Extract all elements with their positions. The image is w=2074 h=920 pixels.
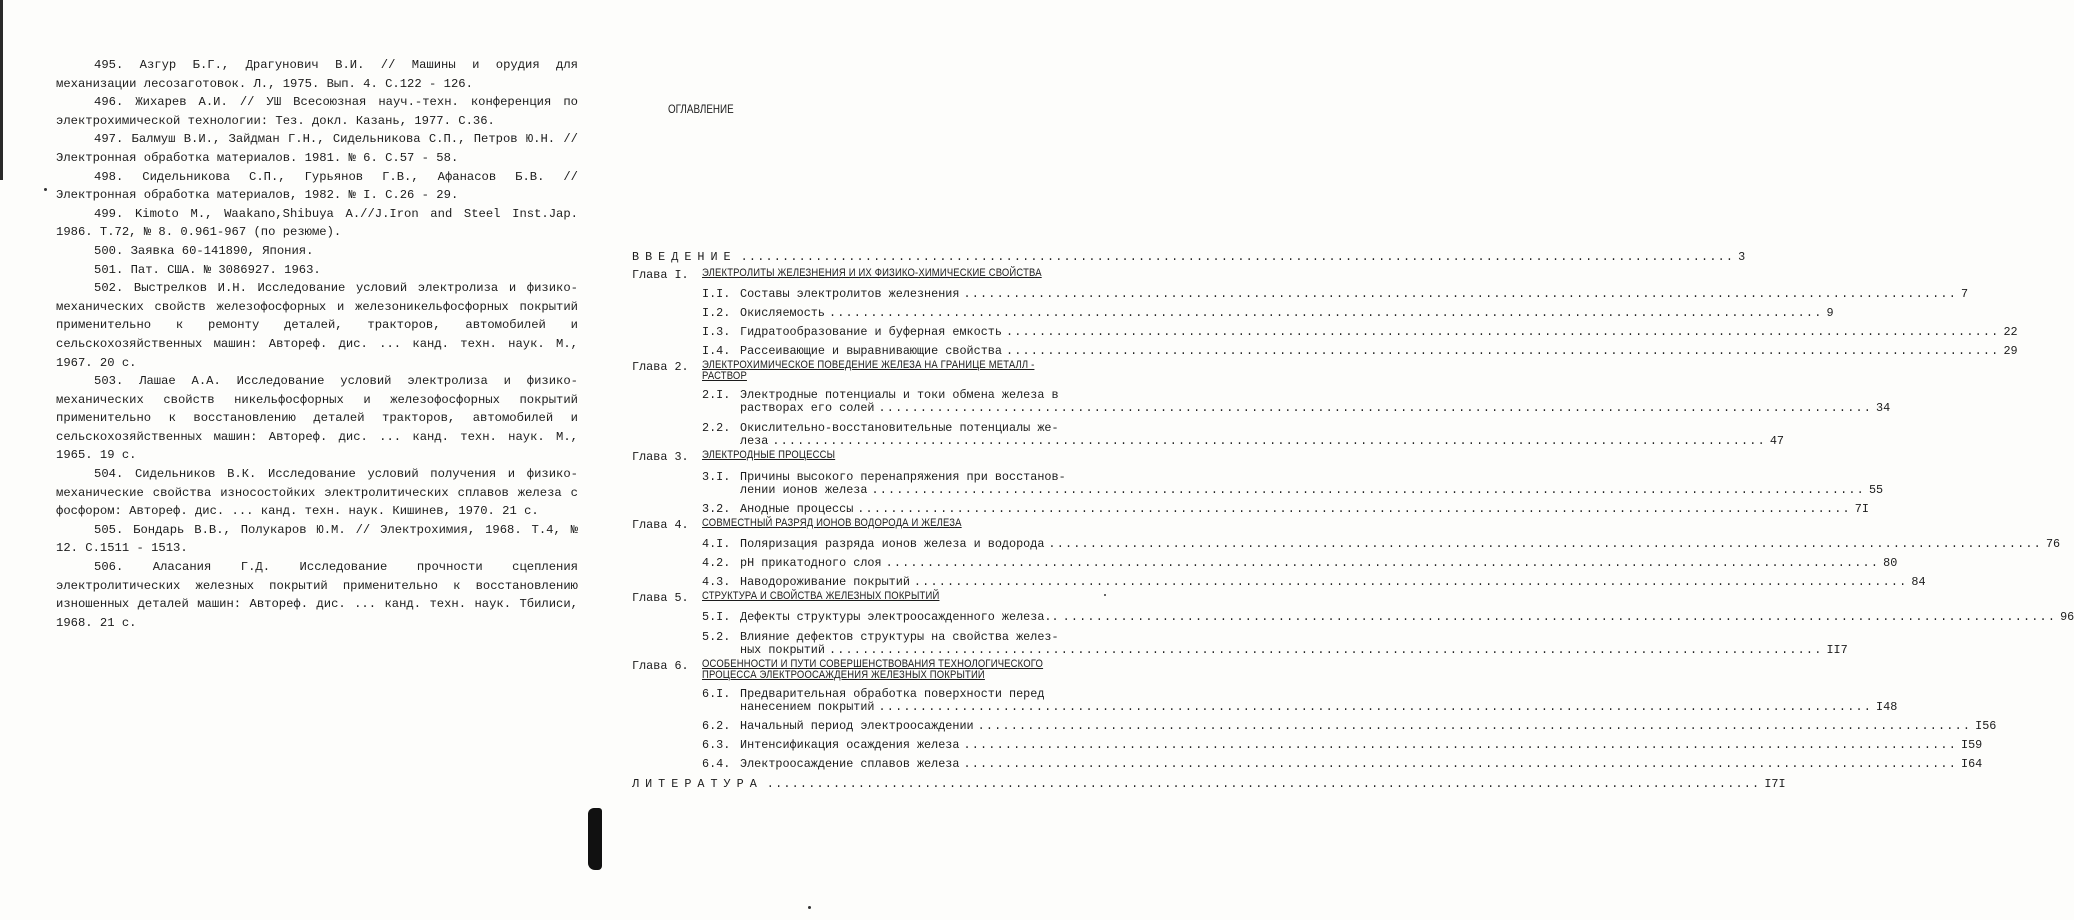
section-label [702,502,853,516]
section-title: Начальный период электроосаждении [740,719,974,733]
reference-paragraph [56,558,578,632]
toc-row [632,556,1898,570]
section-number: I.3. [702,325,731,339]
section-title-continued: ных покрытий [740,643,825,657]
page-number: 7I [1854,502,1869,516]
page-number: 3 [1738,250,1746,264]
reference-number: 499. [94,206,124,221]
reference-paragraph [56,168,578,205]
reference-number: 498. [94,169,124,184]
section-label [702,344,1002,358]
reference-text: Сидельников В.К. Исследование условий получения и физико-механические свойства износостойких электролитических сплавов железа с фосфором: Автореф. дис. ... канд. техн. наук. Кишинев, 1970. 21 с. [56,467,578,519]
dot-leader: ........................................................................................................................ [878,401,1873,415]
section-title: Дефекты структуры электроосажденного железа.. [740,610,1059,624]
toc-row [632,250,1746,264]
toc-row [632,757,1983,771]
reference-item [56,130,578,167]
section-number: 6.4. [702,757,731,771]
page-number: 84 [1911,575,1926,589]
section-number: 5.2. [702,630,731,644]
dot-leader: ........................................................................................................................ [977,719,1972,733]
ink-speck [44,188,47,191]
dot-leader: ........................................................................................................................ [885,556,1880,570]
reference-item [56,558,578,632]
section-title: pH прикатодного слоя [740,556,882,570]
reference-paragraph [56,93,578,130]
reference-paragraph [56,130,578,167]
section-title-continued: нанесением покрытий [740,700,875,714]
reference-number: 502. [94,281,124,296]
reference-number: 495. [94,58,124,72]
toc-row [632,325,2018,339]
section-label [702,325,1002,339]
section-label [702,757,959,771]
reference-item [56,465,578,521]
section-title-continued: растворах его солей [740,401,875,415]
reference-text: Пат. США. № 3086927. 1963. [130,262,321,277]
dot-leader: ........................................................................................................................ [740,250,1735,264]
section-number: 2.I. [702,388,731,402]
reference-item [56,168,578,205]
reference-number: 500. [94,243,124,258]
section-number: 3.2. [702,502,731,516]
toc-row [632,700,1898,714]
section-number: I.2. [702,306,731,320]
toc-row [632,421,1142,435]
page-number: 34 [1876,401,1891,415]
chapter-title: СТРУКТУРА И СВОЙСТВА ЖЕЛЕЗНЫХ ПОКРЫТИЙ [702,590,940,602]
section-title: Предварительная обработка поверхности перед [740,687,1045,701]
section-label [702,306,825,320]
chapter-title: ЭЛЕКТРОЛИТЫ ЖЕЛЕЗНЕНИЯ И ИХ ФИЗИКО-ХИМИЧЕСКИЕ СВОЙСТВА [702,267,1042,279]
section-label [702,575,910,589]
reference-text: Жихарев А.И. // УШ Всесоюзная науч.-техн. конференция по электрохимической технологии: Тез. докл. Казань, 1977. С.36. [56,95,578,128]
toc-row [632,401,1891,415]
section-title: Наводороживание покрытий [740,575,910,589]
section-title: Рассеивающие и выравнивающие свойства [740,344,1002,358]
chapter-prefix: Глава 6. [632,659,689,673]
gutter-ink-mark [588,808,602,870]
reference-number: 506. [94,560,124,575]
reference-paragraph [56,242,578,261]
reference-text: Балмуш В.И., Зайдман Г.Н., Сидельникова С.П., Петров Ю.Н. // Электронная обработка материалов. 1981. № 6. С.57 - 58. [56,132,578,165]
dot-leader: ........................................................................................................................ [1062,610,2057,624]
page-number: I59 [1960,738,1983,752]
section-title: Интенсификация осаждения железа [740,738,960,752]
toc-row [632,610,2074,624]
section-label [702,630,1059,644]
reference-item [56,279,578,372]
page-number: I56 [1975,719,1997,733]
section-number: 6.2. [702,719,731,733]
dot-leader: ........................................................................................................................ [963,757,1957,771]
section-number: I.I. [702,287,731,301]
chapter-prefix: Глава 3. [632,450,689,464]
dot-leader: ........................................................................................................................ [857,502,1851,516]
toc-row [632,537,2061,551]
toc-intro-label: ВВЕДЕНИЕ [632,250,737,264]
reference-item [56,261,578,280]
page-number: 47 [1769,434,1785,448]
toc-row [632,470,1142,484]
toc-title: ОГЛАВЛЕНИЕ [668,102,734,116]
reference-item [56,372,578,465]
toc-row [632,287,1969,301]
chapter-heading [632,659,1142,681]
section-label [702,537,1044,551]
dot-leader: ........................................................................................................................ [1005,325,2000,339]
dot-leader: ........................................................................................................................ [963,738,1957,752]
toc-row [632,777,1786,791]
reference-paragraph [56,465,578,521]
section-label [702,470,1066,484]
dot-leader: ........................................................................................................................ [828,643,1823,657]
section-title: Влияние дефектов структуры на свойства желез- [740,630,1059,644]
chapter-heading [632,450,1142,464]
toc-row [632,434,1785,448]
section-title-continued: леза [740,434,769,448]
chapter-title: ЭЛЕКТРОДНЫЕ ПРОЦЕССЫ [702,449,836,461]
dot-leader: ........................................................................................................................ [1048,537,2042,551]
chapter-prefix: Глава 2. [632,360,689,374]
dot-leader: ........................................................................................................................ [878,700,1873,714]
reference-number: 496. [94,95,124,110]
section-number: 2.2. [702,421,731,435]
reference-item [56,205,578,242]
reference-paragraph [56,56,578,93]
section-number: 4.2. [702,556,731,570]
section-title: Окисляемость [740,306,825,320]
page-number: 7 [1960,287,1969,301]
chapter-prefix: Глава I. [632,268,689,282]
section-title-continued: лении ионов железа [740,483,868,497]
reference-paragraph [56,372,578,465]
dot-leader: ........................................................................................................................ [963,287,1957,301]
reference-paragraph [56,261,578,280]
section-title: Поляризация разряда ионов железа и водорода [740,537,1045,551]
toc-row [632,738,1983,752]
reference-paragraph [56,521,578,558]
dot-leader: ........................................................................................................................ [871,483,1865,497]
toc-row [632,502,1869,516]
section-title: Причины высокого перенапряжения при восстанов- [740,470,1066,484]
page-number: 76 [2045,537,2061,551]
reference-item [56,521,578,558]
page-number: 80 [1883,556,1898,570]
chapter-heading [632,591,1142,605]
reference-text: Заявка 60-141890, Япония. [130,243,314,258]
section-number: 5.I. [702,610,731,624]
page-number: 29 [2003,344,2018,358]
dot-leader: ........................................................................................................................ [913,575,1908,589]
page-number: 9 [1826,306,1834,320]
toc-row [632,687,1142,701]
section-label [702,738,959,752]
table-of-contents [632,250,2074,791]
page-number: II7 [1826,643,1848,657]
section-label [702,287,959,301]
page-number: I48 [1876,700,1898,714]
reference-paragraph [56,279,578,372]
reference-number: 504. [94,467,124,482]
chapter-prefix: Глава 4. [632,518,689,532]
chapter-prefix: Глава 5. [632,591,689,605]
section-title: Электроосаждение сплавов железа [740,757,960,771]
toc-literature-label: ЛИТЕРАТУРА [632,777,763,791]
chapter-title: ЭЛЕКТРОХИМИЧЕСКОЕ ПОВЕДЕНИЕ ЖЕЛЕЗА НА ГРАНИЦЕ МЕТАЛЛ - РАСТВОР [702,359,1035,382]
page-edge-shadow [0,0,3,180]
reference-number: 503. [94,374,124,389]
section-number: 4.3. [702,575,731,589]
toc-row [632,575,1926,589]
section-label [702,610,1059,624]
toc-row [632,344,2018,358]
section-label [702,421,1059,435]
reference-text: Kimoto M., Waakano,Shibuya A.//J.Iron and Steel Inst.Jap. 1986. T.72, № 8. 0.961-967 (по резюме). [56,206,578,240]
section-label [702,556,882,570]
page-number: 55 [1868,483,1884,497]
reference-number: 501. [94,262,124,277]
page-number: 96 [2060,610,2074,624]
section-number: 6.I. [702,687,731,701]
page-number: 22 [2003,325,2018,339]
section-number: 6.3. [702,738,731,752]
section-number: I.4. [702,344,731,358]
reference-text: Бондарь В.В., Полукаров Ю.М. // Электрохимия, 1968. Т.4, № 12. С.1511 - 1513. [56,522,578,556]
reference-paragraph [56,205,578,242]
reference-number: 505. [94,522,124,537]
toc-row [632,306,1834,320]
toc-row [632,643,1848,657]
reference-text: Сидельникова С.П., Гурьянов Г.В., Афанасов Б.В. // Электронная обработка материалов, 1982. № I. С.26 - 29. [56,169,578,203]
section-number: 3.I. [702,470,731,484]
dot-leader: ........................................................................................................................ [772,434,1766,448]
reference-text: Выстрелков И.Н. Исследование условий электролиза и физико-механических свойств железофосфорных и железоникельфосфорных покрытий применительно к ремонту деталей, тракторов, автомобилей и сельскохозяйственных машин: Автореф. дис. ... канд. техн. наук. М., 1967. 20 с. [56,281,578,370]
dot-leader: ........................................................................................................................ [766,777,1761,791]
section-title: Окислительно-восстановительные потенциалы же- [740,421,1059,435]
reference-text: Аласания Г.Д. Исследование прочности сцепления электролитических железных покрытий применительно к восстановлению изношенных деталей машин: Автореф. дис. ... канд. техн. наук. Тбилиси, 1968. 21 с. [56,560,578,630]
reference-text: Лашае А.А. Исследование условий электролиза и физико-механических свойств никельфосфорных и железофосфорных покрытий применительно к восстановлению деталей тракторов, автомобилей и сельскохозяйственных машин: Автореф. дис. ... канд. техн. наук. М., 1965. 19 с. [56,374,578,463]
reference-text: Азгур Б.Г., Драгунович В.И. // Машины и орудия для механизации лесозаготовок. Л., 1975. Вып. 4. С.122 - 126. [56,58,578,91]
chapter-heading [632,360,1142,382]
chapter-title: ОСОБЕННОСТИ И ПУТИ СОВЕРШЕНСТВОВАНИЯ ТЕХНОЛОГИЧЕСКОГО ПРОЦЕССА ЭЛЕКТРООСАЖДЕНИЯ ЖЕЛЕЗНЫХ ПОКРЫТИЙ [702,658,1044,681]
section-label [702,687,1044,701]
section-number: 4.I. [702,537,731,551]
toc-row [632,388,1142,402]
section-title: Составы электролитов железнения [740,287,960,301]
chapter-title: СОВМЕСТНЫЙ РАЗРЯД ИОНОВ ВОДОРОДА И ЖЕЛЕЗА [702,517,962,529]
section-title: Анодные процессы [740,502,854,516]
ink-speck [808,906,811,909]
page-number: I64 [1960,757,1983,771]
toc-row [632,483,1884,497]
toc-row [632,719,1997,733]
section-title: Гидратообразование и буферная емкость [740,325,1002,339]
dot-leader: ........................................................................................................................ [828,306,1823,320]
dot-leader: ........................................................................................................................ [1005,344,2000,358]
section-label [702,388,1059,402]
chapter-heading [632,268,1142,282]
bibliography-page [56,56,578,632]
page-number: I7I [1764,777,1786,791]
section-label [702,719,974,733]
reference-item [56,56,578,93]
reference-item [56,242,578,261]
toc-row [632,630,1142,644]
reference-number: 497. [94,132,124,147]
section-title: Электродные потенциалы и токи обмена железа в [740,388,1059,402]
reference-item [56,93,578,130]
chapter-heading [632,518,1142,532]
